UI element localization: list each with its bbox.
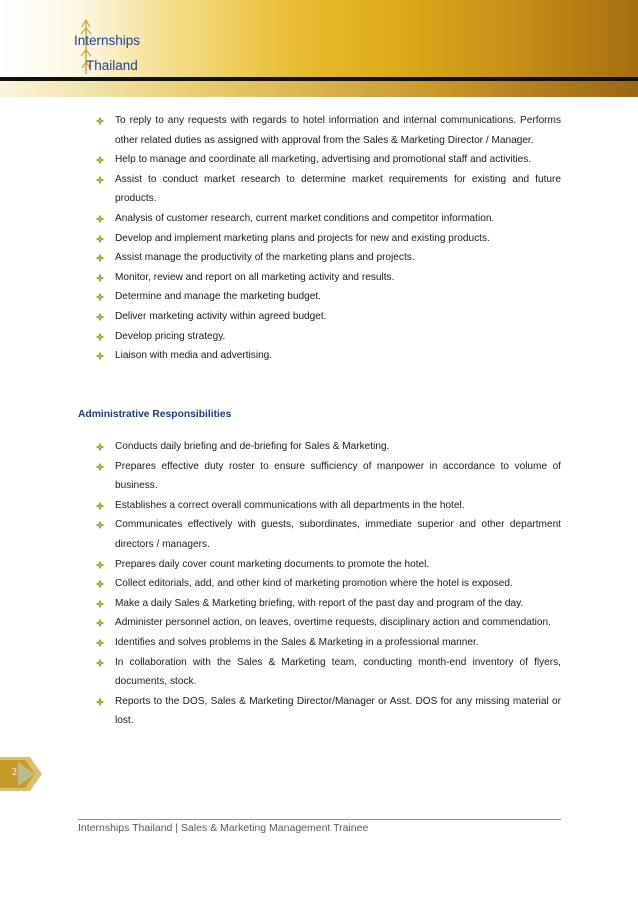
list-item-text: Administer personnel action, on leaves, overtime requests, disciplinary action and commendation.	[115, 617, 551, 629]
list-item-text: Identifies and solves problems in the Sales & Marketing in a professional manner.	[115, 636, 479, 648]
list-item-text: Develop pricing strategy.	[115, 330, 226, 342]
list-item	[95, 692, 561, 731]
diamond-bullet-icon	[95, 332, 105, 342]
list-item	[95, 346, 561, 366]
list-item-text: Collect editorials, add, and other kind of marketing promotion where the hotel is exposed.	[115, 578, 513, 590]
diamond-bullet-icon	[95, 292, 105, 302]
list-item	[95, 653, 561, 692]
list-item-text: Analysis of customer research, current market conditions and competitor information.	[115, 212, 495, 224]
list-item	[95, 437, 561, 457]
responsibilities-list-2	[95, 437, 561, 731]
diamond-bullet-icon	[95, 234, 105, 244]
diamond-bullet-icon	[95, 462, 105, 472]
diamond-bullet-icon	[95, 214, 105, 224]
logo-line1: Internships	[74, 33, 141, 48]
list-item-text: Reports to the DOS, Sales & Marketing Director/Manager or Asst. DOS for any missing material or lost.	[115, 695, 561, 727]
list-item-text: Develop and implement marketing plans and projects for new and existing products.	[115, 232, 490, 244]
list-item	[95, 555, 561, 575]
diamond-bullet-icon	[95, 501, 105, 511]
diamond-bullet-icon	[95, 638, 105, 648]
list-item	[95, 248, 561, 268]
diamond-bullet-icon	[95, 442, 105, 452]
list-item	[95, 594, 561, 614]
section-title-administrative: Administrative Responsibilities	[78, 409, 232, 420]
diamond-bullet-icon	[95, 697, 105, 707]
list-item-text: Determine and manage the marketing budget.	[115, 291, 321, 303]
list-item	[95, 268, 561, 288]
list-item	[95, 633, 561, 653]
list-item	[95, 170, 561, 209]
header-under-band	[0, 81, 638, 97]
diamond-bullet-icon	[95, 520, 105, 530]
list-item	[95, 515, 561, 554]
footer-rule	[78, 819, 561, 820]
diamond-bullet-icon	[95, 273, 105, 283]
diamond-bullet-icon	[95, 312, 105, 322]
list-item	[95, 111, 561, 150]
list-item-text: Monitor, review and report on all marketing activity and results.	[115, 271, 395, 283]
list-item-text: Assist to conduct market research to determine market requirements for existing and future products.	[115, 173, 561, 205]
list-item-text: Communicates effectively with guests, subordinates, immediate superior and other department directors / managers.	[115, 519, 561, 550]
list-item-text: To reply to any requests with regards to hotel information and internal communications. Performs other related duties as assigned with approval from the Sales & Marketing Director / Manager.	[115, 115, 561, 146]
list-item	[95, 574, 561, 594]
diamond-bullet-icon	[95, 253, 105, 263]
diamond-bullet-icon	[95, 599, 105, 609]
list-item	[95, 457, 561, 496]
list-item	[95, 287, 561, 307]
logo-line2: Thailand	[86, 58, 138, 73]
diamond-bullet-icon	[95, 618, 105, 628]
responsibilities-list-1	[95, 111, 561, 366]
list-item-text: Assist manage the productivity of the marketing plans and projects.	[115, 252, 415, 264]
list-item-text: Prepares effective duty roster to ensure sufficiency of manpower in accordance to volume of business.	[115, 460, 561, 492]
list-item	[95, 229, 561, 249]
list-item-text: Help to manage and coordinate all marketing, advertising and promotional staff and activities.	[115, 154, 532, 166]
list-item-text: Conducts daily briefing and de-briefing for Sales & Marketing.	[115, 441, 390, 452]
list-item	[95, 496, 561, 516]
diamond-bullet-icon	[95, 155, 105, 165]
list-item	[95, 613, 561, 633]
list-item	[95, 209, 561, 229]
list-item-text: Establishes a correct overall communications with all departments in the hotel.	[115, 499, 465, 511]
diamond-bullet-icon	[95, 560, 105, 570]
footer-text: Internships Thailand | Sales & Marketing Management Trainee	[78, 822, 369, 834]
list-item	[95, 150, 561, 170]
diamond-bullet-icon	[95, 351, 105, 361]
list-item-text: Deliver marketing activity within agreed budget.	[115, 310, 327, 322]
list-item-text: In collaboration with the Sales & Marketing team, conducting month-end inventory of flyers, documents, stock.	[115, 656, 561, 688]
diamond-bullet-icon	[95, 658, 105, 668]
list-item	[95, 307, 561, 327]
page-number: 2	[12, 767, 17, 778]
logo	[74, 18, 154, 76]
page-number-tab-icon	[0, 757, 42, 791]
list-item-text: Liaison with media and advertising.	[115, 350, 273, 362]
diamond-bullet-icon	[95, 579, 105, 589]
diamond-bullet-icon	[95, 175, 105, 185]
list-item	[95, 327, 561, 347]
list-item-text: Make a daily Sales & Marketing briefing, with report of the past day and program of the day.	[115, 597, 524, 609]
list-item-text: Prepares daily cover count marketing documents to promote the hotel.	[115, 558, 430, 570]
diamond-bullet-icon	[95, 116, 105, 126]
